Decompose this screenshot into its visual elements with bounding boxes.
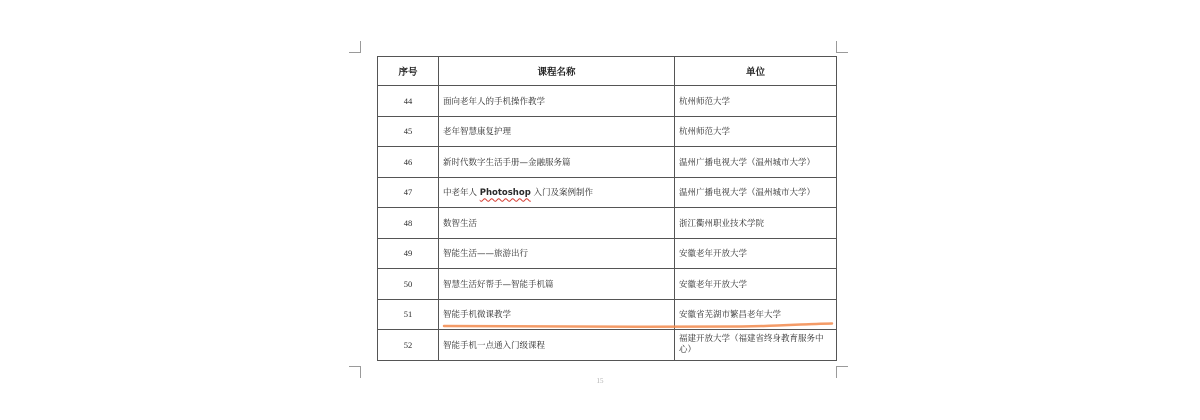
unit-name: 安徽老年开放大学: [675, 269, 837, 300]
table-row: [378, 116, 837, 147]
crop-mark-bottom-right: [836, 366, 848, 378]
header-course-name: 课程名称: [439, 57, 675, 86]
row-number: 49: [378, 238, 439, 269]
row-number: 44: [378, 86, 439, 117]
header-number: 序号: [378, 57, 439, 86]
unit-name: 安徽省芜湖市繁昌老年大学: [675, 299, 837, 330]
row-number: 51: [378, 299, 439, 330]
table-row: [378, 208, 837, 239]
course-name-prefix: 中老年人: [443, 188, 478, 199]
row-number: 47: [378, 177, 439, 208]
course-name: 新时代数字生活手册—金融服务篇: [439, 147, 675, 178]
course-name: 老年智慧康复护理: [439, 116, 675, 147]
crop-mark-top-right: [836, 41, 848, 53]
row-number: 52: [378, 330, 439, 361]
course-name: 面向老年人的手机操作教学: [439, 86, 675, 117]
unit-name: 浙江衢州职业技术学院: [675, 208, 837, 239]
unit-name: 温州广播电视大学（温州城市大学）: [675, 147, 837, 178]
course-table: [377, 56, 837, 361]
page-number: 15: [596, 377, 604, 385]
crop-mark-top-left: [349, 41, 361, 53]
course-name: 智能手机微课教学: [439, 299, 675, 330]
table-row: [378, 86, 837, 117]
table-row: [378, 269, 837, 300]
row-number: 45: [378, 116, 439, 147]
course-name: [439, 177, 675, 208]
table-row: [378, 177, 837, 208]
course-name: 智能生活——旅游出行: [439, 238, 675, 269]
table-row: [378, 147, 837, 178]
unit-name: 福建开放大学（福建省终身教育服务中心）: [675, 330, 837, 361]
row-number: 50: [378, 269, 439, 300]
unit-name: 安徽老年开放大学: [675, 238, 837, 269]
table-row: [378, 330, 837, 361]
course-name: 智慧生活好帮手—智能手机篇: [439, 269, 675, 300]
unit-name: 杭州师范大学: [675, 86, 837, 117]
table-header-row: [378, 57, 837, 86]
crop-mark-bottom-left: [349, 366, 361, 378]
unit-name: 杭州师范大学: [675, 116, 837, 147]
spellcheck-flagged-word[interactable]: Photoshop: [479, 188, 531, 199]
course-name: 数智生活: [439, 208, 675, 239]
course-name-suffix: 入门及案例制作: [533, 188, 593, 199]
header-unit: 单位: [675, 57, 837, 86]
unit-name: 温州广播电视大学（温州城市大学）: [675, 177, 837, 208]
row-number: 48: [378, 208, 439, 239]
row-number: 46: [378, 147, 439, 178]
table-row: [378, 238, 837, 269]
course-name: 智能手机一点通入门级课程: [439, 330, 675, 361]
highlight-underline-mark: [442, 321, 834, 329]
